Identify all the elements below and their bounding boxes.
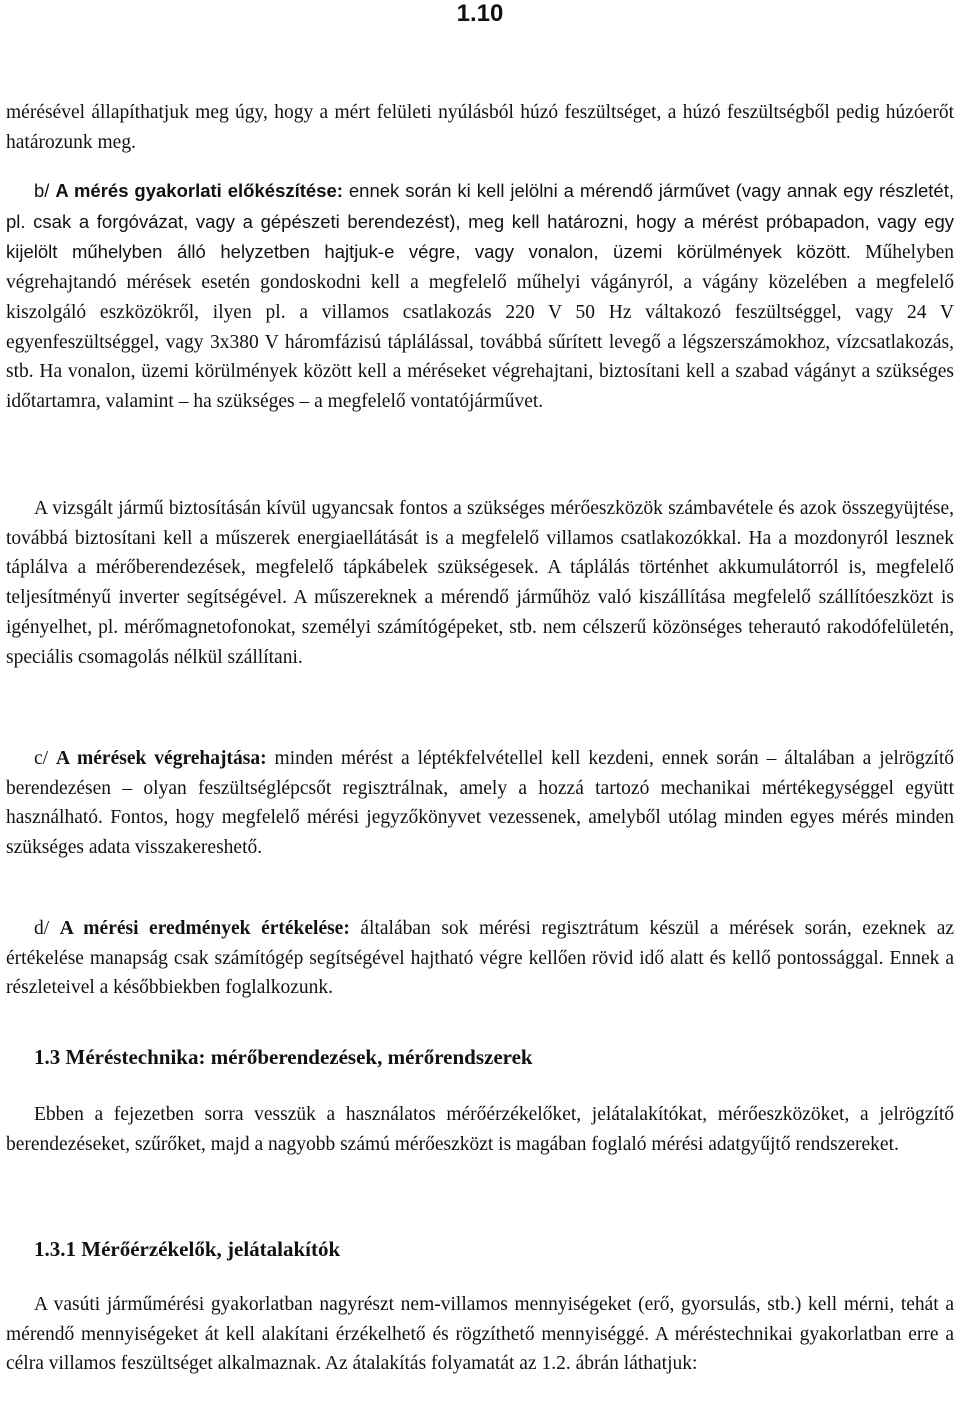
paragraph-sensors (6, 1290, 954, 1379)
paragraph-text: minden mérést a léptékfelvétellel kell kezdeni, ennek során – általában a jelrögzítő berendezésen – olyan feszültséglépcsőt regisztrálnak, amely a hozzá tartozó mechanikai mértékegységgel együtt használható. Fontos, hogy megfelelő mérési jegyzőkönyvet vezessenek, amelyből utólag minden egyes mérés minden szükséges adata visszakereshető. (6, 748, 954, 859)
paragraph-bold-lead: A mérési eredmények értékelése: (59, 918, 350, 939)
page-number: 1.10 (456, 0, 504, 27)
paragraph-sensors-text: A vasúti járműmérési gyakorlatban nagyrészt nem-villamos mennyiségeket (erő, gyorsulás, stb.) kell mérni, tehát a mérendő mennyiségeket át kell alakítani érzékelhető és rögzíthető mennyiséggé. A méréstechnikai gyakorlatban erre a célra villamos feszültséget alkalmaznak. Az átalakítás folyamatát az 1.2. ábrán láthatjuk: (6, 1294, 954, 1375)
paragraph-preparation (6, 176, 954, 417)
paragraph-bold-lead: A mérések végrehajtása: (56, 748, 267, 769)
paragraph-equipment (6, 494, 954, 672)
paragraph-intro (6, 98, 954, 157)
subsection-heading: 1.3.1 Mérőérzékelők, jelátalakítók (34, 1237, 341, 1261)
section-heading: 1.3 Méréstechnika: mérőberendezések, mérőrendszerek (34, 1045, 533, 1069)
paragraph-equipment-text: A vizsgált jármű biztosításán kívül ugyancsak fontos a szükséges mérőeszközök számbavétele és azok összegyüjtése, továbbá biztosítani kell a műszerek energiaellátását is a megfelelő villamos csatlakozókkal. Ha a mozdonyról lesznek táplálva a mérőberendezések, megfelelő tápkábelek szükségesek. A táplálás történhet akkumulátorról is, megfelelő teljesítményű inverter segítségével. A műszereknek a mérendő járműhöz való kiszállítása megfelelő szállítóeszközt is igényelhet, pl. mérőmagnetofonokat, személyi számítógépeket, stb. nem célszerű közönséges teherautó rakodófelületén, speciális csomagolás nélkül szállítani. (6, 498, 954, 668)
paragraph-bold-lead: A mérés gyakorlati előkészítése: (55, 180, 343, 201)
paragraph-text: általában sok mérési regisztrátum készül a mérések során, ezeknek az értékelése manapság csak számítógép segítségével hajtható végre kellően rövid idő alatt és kellő pontossággal. Ennek a részleteivel a későbbiekben foglalkozunk. (6, 918, 954, 999)
paragraph-text: Műhelyben végrehajtandó mérések esetén gondoskodni kell a megfelelő műhelyi vágányról, a vágány közelében a megfelelő kiszolgáló eszközökről, ilyen pl. a villamos csatlakozás 220 V 50 Hz váltakozó feszültséggel, vagy 24 V egyenfeszültséggel, vagy 3x380 V háromfázisú táplálással, továbbá sűrített levegő a légszerszámokhoz, vízcsatlakozás, stb. Ha vonalon, üzemi körülmények között kell a méréseket végrehajtani, biztosítani kell a szabad vágányt a szükséges időtartamra, valamint – ha szükséges – a megfelelő vontatójárművet. (6, 242, 954, 412)
paragraph-execution (6, 744, 954, 863)
paragraph-evaluation (6, 914, 954, 1003)
paragraph-prefix: d/ (34, 918, 60, 939)
paragraph-text-sans: ennek során ki kell jelölni a mérendő járművet (vagy annak egy részletét, pl. csak a forgóvázat, vagy a gépészeti berendezést), meg kell határozni, hogy a mérést próbapadon, vagy egy kijelölt műhelyben álló helyzetben hajtjuk-e végre, vagy vonalon, üzemi körülmények között. (6, 180, 954, 263)
paragraph-chapter-overview-text: Ebben a fejezetben sorra vesszük a használatos mérőérzékelőket, jelátalakítókat, mérőeszközöket, a jelrögzítő berendezéseket, szűrőket, majd a nagyobb számú mérőeszközt is magában foglaló mérési adatgyűjtő rendszereket. (6, 1104, 954, 1155)
paragraph-chapter-overview (6, 1100, 954, 1159)
paragraph-intro-text: mérésével állapíthatjuk meg úgy, hogy a mért felületi nyúlásból húzó feszültséget, a húzó feszültségből pedig húzóerőt határozunk meg. (6, 102, 954, 153)
paragraph-prefix: b/ (34, 180, 56, 201)
paragraph-prefix: c/ (34, 748, 57, 769)
